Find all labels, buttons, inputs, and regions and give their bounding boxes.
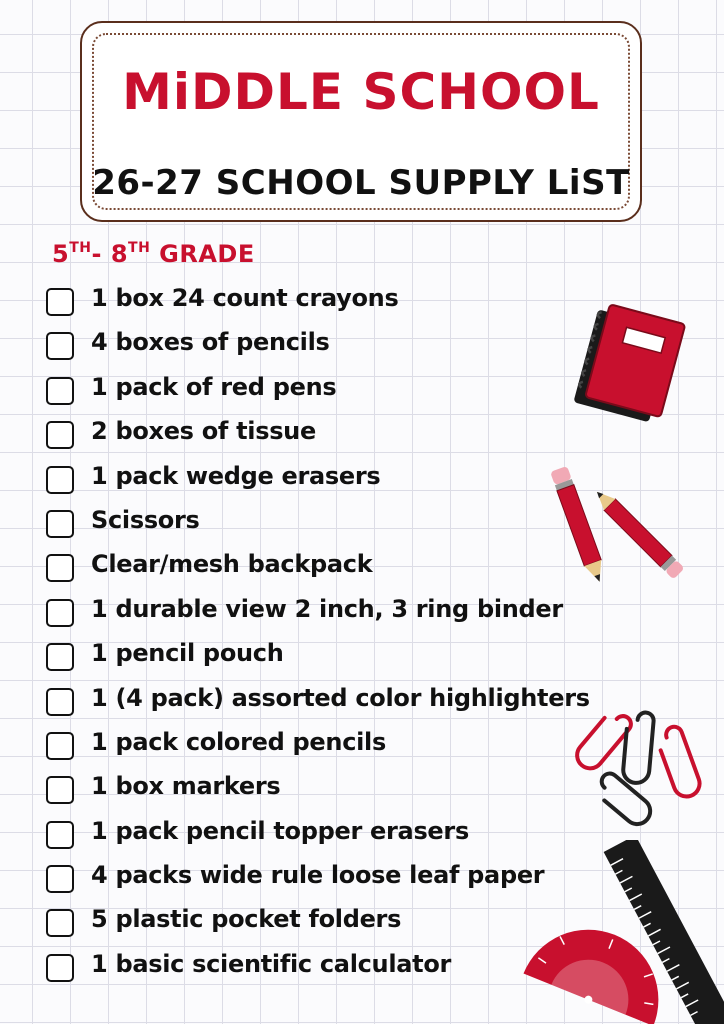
item-label: 5 plastic pocket folders (91, 905, 402, 934)
checkbox[interactable] (46, 332, 74, 360)
page-subtitle: 26-27 SCHOOL SUPPLY LiST (92, 163, 630, 203)
item-label: 2 boxes of tissue (91, 417, 316, 446)
checkbox[interactable] (46, 821, 74, 849)
grade-end-suffix: TH (128, 240, 151, 256)
item-label: 1 durable view 2 inch, 3 ring binder (91, 594, 563, 623)
checkbox[interactable] (46, 421, 74, 449)
item-label: 4 packs wide rule loose leaf paper (91, 861, 545, 890)
item-label: 1 pencil pouch (91, 639, 284, 668)
checkbox[interactable] (46, 377, 74, 405)
page-title: MiDDLE SCHOOL (122, 63, 600, 121)
item-label: Scissors (91, 505, 200, 534)
title-box (80, 21, 642, 222)
grade-heading (52, 240, 255, 268)
item-label: 4 boxes of pencils (91, 328, 330, 357)
grade-start-number: 5 (52, 240, 70, 268)
item-label: Clear/mesh backpack (91, 550, 373, 579)
item-label: 1 pack wedge erasers (91, 461, 381, 490)
checkbox[interactable] (46, 776, 74, 804)
notebooks-icon (565, 298, 700, 433)
item-label: 1 pack of red pens (91, 372, 337, 401)
checkbox[interactable] (46, 466, 74, 494)
paperclips-icon (565, 705, 705, 830)
item-label: 1 pack pencil topper erasers (91, 816, 469, 845)
grade-separator: - (91, 240, 111, 268)
checkbox[interactable] (46, 688, 74, 716)
item-label: 1 basic scientific calculator (91, 949, 452, 978)
checkbox[interactable] (46, 909, 74, 937)
item-label: 1 box markers (91, 772, 281, 801)
checkbox[interactable] (46, 554, 74, 582)
grade-start-suffix: TH (69, 240, 92, 256)
grade-end-number: 8 (110, 240, 129, 268)
item-label: 1 (4 pack) assorted color highlighters (91, 683, 590, 712)
checkbox[interactable] (46, 865, 74, 893)
checkbox[interactable] (46, 599, 74, 627)
grade-label: GRADE (150, 240, 255, 268)
checkbox[interactable] (46, 643, 74, 671)
checkbox[interactable] (46, 954, 74, 982)
item-label: 1 box 24 count crayons (91, 284, 399, 312)
checkbox[interactable] (46, 510, 74, 538)
item-label: 1 pack colored pencils (91, 727, 386, 756)
checkbox[interactable] (46, 288, 74, 316)
checkbox[interactable] (46, 732, 74, 760)
ruler-protractor-icon (520, 840, 724, 1024)
pencils-icon (550, 455, 705, 600)
